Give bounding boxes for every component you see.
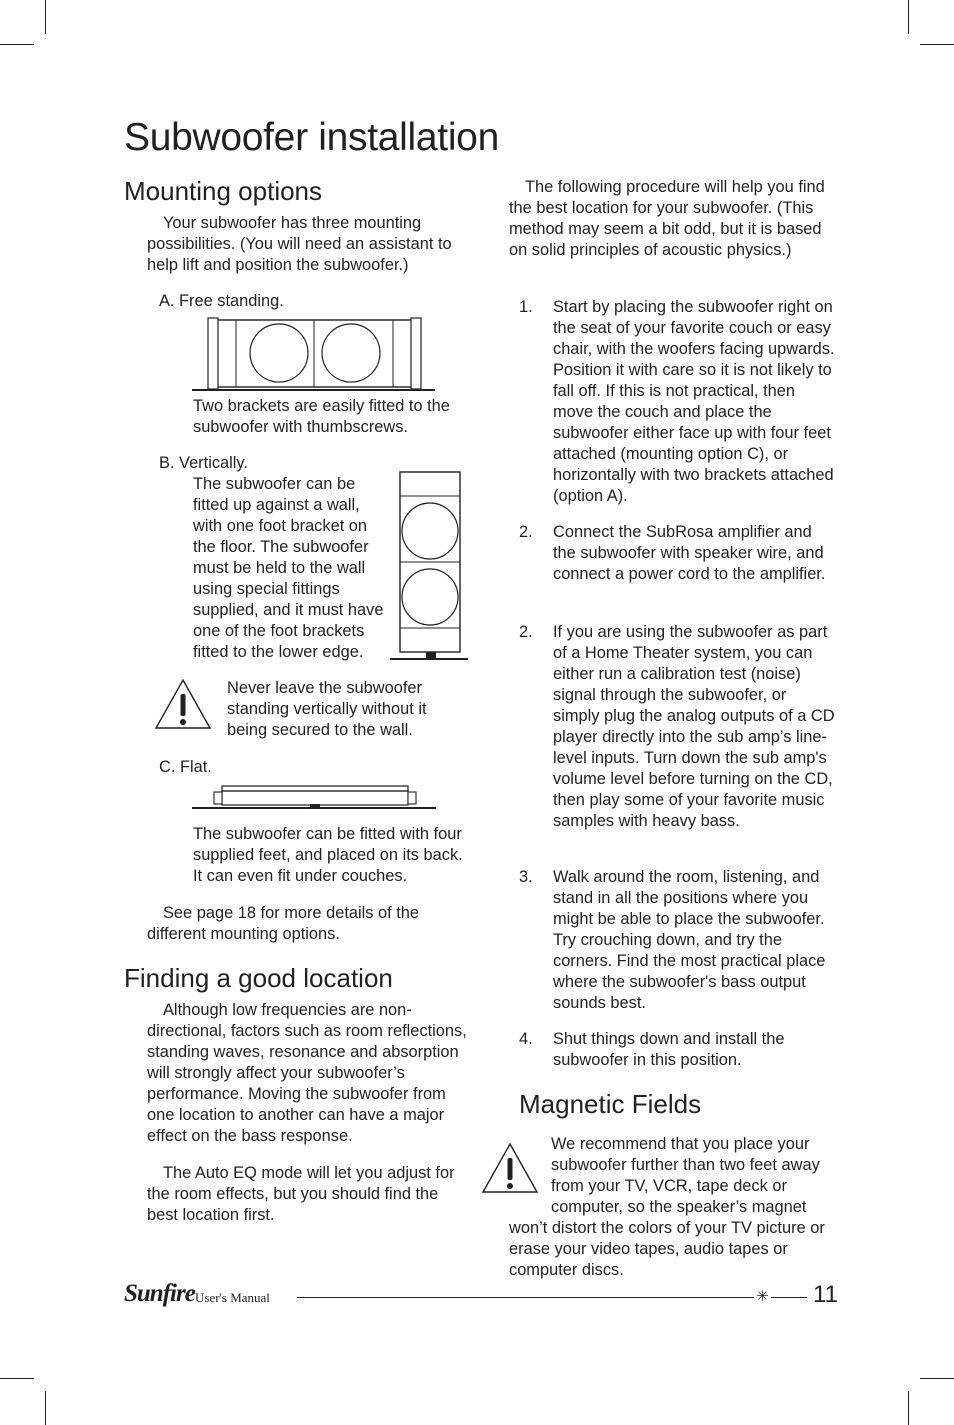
footer-rule [297,1297,807,1298]
step-text: Connect the SubRosa amplifier and the subwoofer with speaker wire, and connect a power cord to the amplifier. [553,523,826,583]
page-title: Subwoofer installation [124,116,499,159]
option-c-label: C. Flat. [159,758,212,776]
procedure-intro: The following procedure will help you find the best location for your subwoofer. (This method may seem a bit odd, but it is based on solid principles of acoustic physics.) [509,178,825,259]
warning-triangle-icon [154,678,212,730]
step-number: 2. [519,623,533,641]
flat-subwoofer-illustration [192,784,438,812]
step-text: If you are using the subwoofer as part of a Home Theater system, you can either run a calibration test (noise) signal through the subwoofer, or simply plug the analog outputs of a CD player directly into the sub amp’s line-level inputs. Turn down the sub amp's volume level before turning on the CD, then play some of your favorite music samples with heavy bass. [553,623,835,830]
step-number: 1. [519,298,533,316]
mounting-options-heading: Mounting options [124,176,323,206]
option-a-text: Two brackets are easily fitted to the subwoofer with thumbscrews. [193,397,450,436]
location-paragraph-1: Although low frequencies are non-directional, factors such as room reflections, standing waves, resonance and absorption will strongly affect your subwoofer’s performance. Moving the subwoofer from one location to another can have a major effect on the bass response. [147,1001,467,1145]
crop-mark [45,1391,46,1425]
crop-mark [920,1378,954,1379]
step-text: Walk around the room, listening, and stand in all the positions where you might be able to place the subwoofer. Try crouching down, and try the corners. Find the most practical place where the subwoofer's bass output sounds best. [553,868,826,1012]
magnetic-fields-heading: Magnetic Fields [519,1089,702,1119]
finding-location-heading: Finding a good location [124,963,393,993]
see-page-note: See page 18 for more details of the different mounting options. [147,904,420,943]
option-a-label: A. Free standing. [159,292,284,310]
mounting-intro: Your subwoofer has three mounting possibilities. (You will need an assistant to help lift and position the subwoofer.) [147,214,452,274]
warning-text-vertical: Never leave the subwoofer standing vertically without it being secured to the wall. [227,679,427,739]
crop-mark [0,1378,34,1379]
crop-mark [908,0,909,34]
page-number: 11 [813,1281,838,1308]
crop-mark [920,44,954,45]
location-paragraph-2: The Auto EQ mode will let you adjust for the room effects, but you should find the best location first. [147,1164,455,1224]
option-b-label: B. Vertically. [159,454,248,472]
step-text: Start by placing the subwoofer right on the seat of your favorite couch or easy chair, with the woofers facing upwards. Position it with care so it is not likely to fall off. If this is not practical, then move the couch and place the subwoofer either face up with four feet attached (mounting option C), or horizontally with two brackets attached (option A). [553,298,835,505]
magnetic-text-body: We recommend that you place your subwoofer further than two feet away from your TV, VCR, tape deck or computer, so the speaker’s magnet won’t distort the colors of your TV picture or erase your video tapes, audio tapes or computer discs. [509,1135,825,1279]
crop-mark [0,44,34,45]
vertical-subwoofer-illustration [390,468,470,664]
star-icon: ✳ [756,1288,769,1305]
footer-manual-label: User's Manual [195,1290,270,1305]
step-text: Shut things down and install the subwoofer in this position. [553,1030,785,1069]
magnetic-float-spacer [509,1134,551,1218]
option-b-text: The subwoofer can be fitted up against a wall, with one foot bracket on the floor. The subwoofer must be held to the wall using special fittings supplied, and it must have one of the foot brackets fitted to the lower edge. [193,475,384,661]
magnetic-fields-text [509,1134,833,1281]
free-standing-subwoofer-illustration [192,314,437,394]
brand-name: Sunfire [124,1280,195,1307]
crop-mark [908,1391,909,1425]
option-c-text: The subwoofer can be fitted with four supplied feet, and placed on its back. It can even fit under couches. [193,825,463,885]
brand-logo [124,1280,195,1308]
step-number: 2. [519,523,533,541]
step-number: 3. [519,868,533,886]
step-number: 4. [519,1030,533,1048]
crop-mark [45,0,46,34]
